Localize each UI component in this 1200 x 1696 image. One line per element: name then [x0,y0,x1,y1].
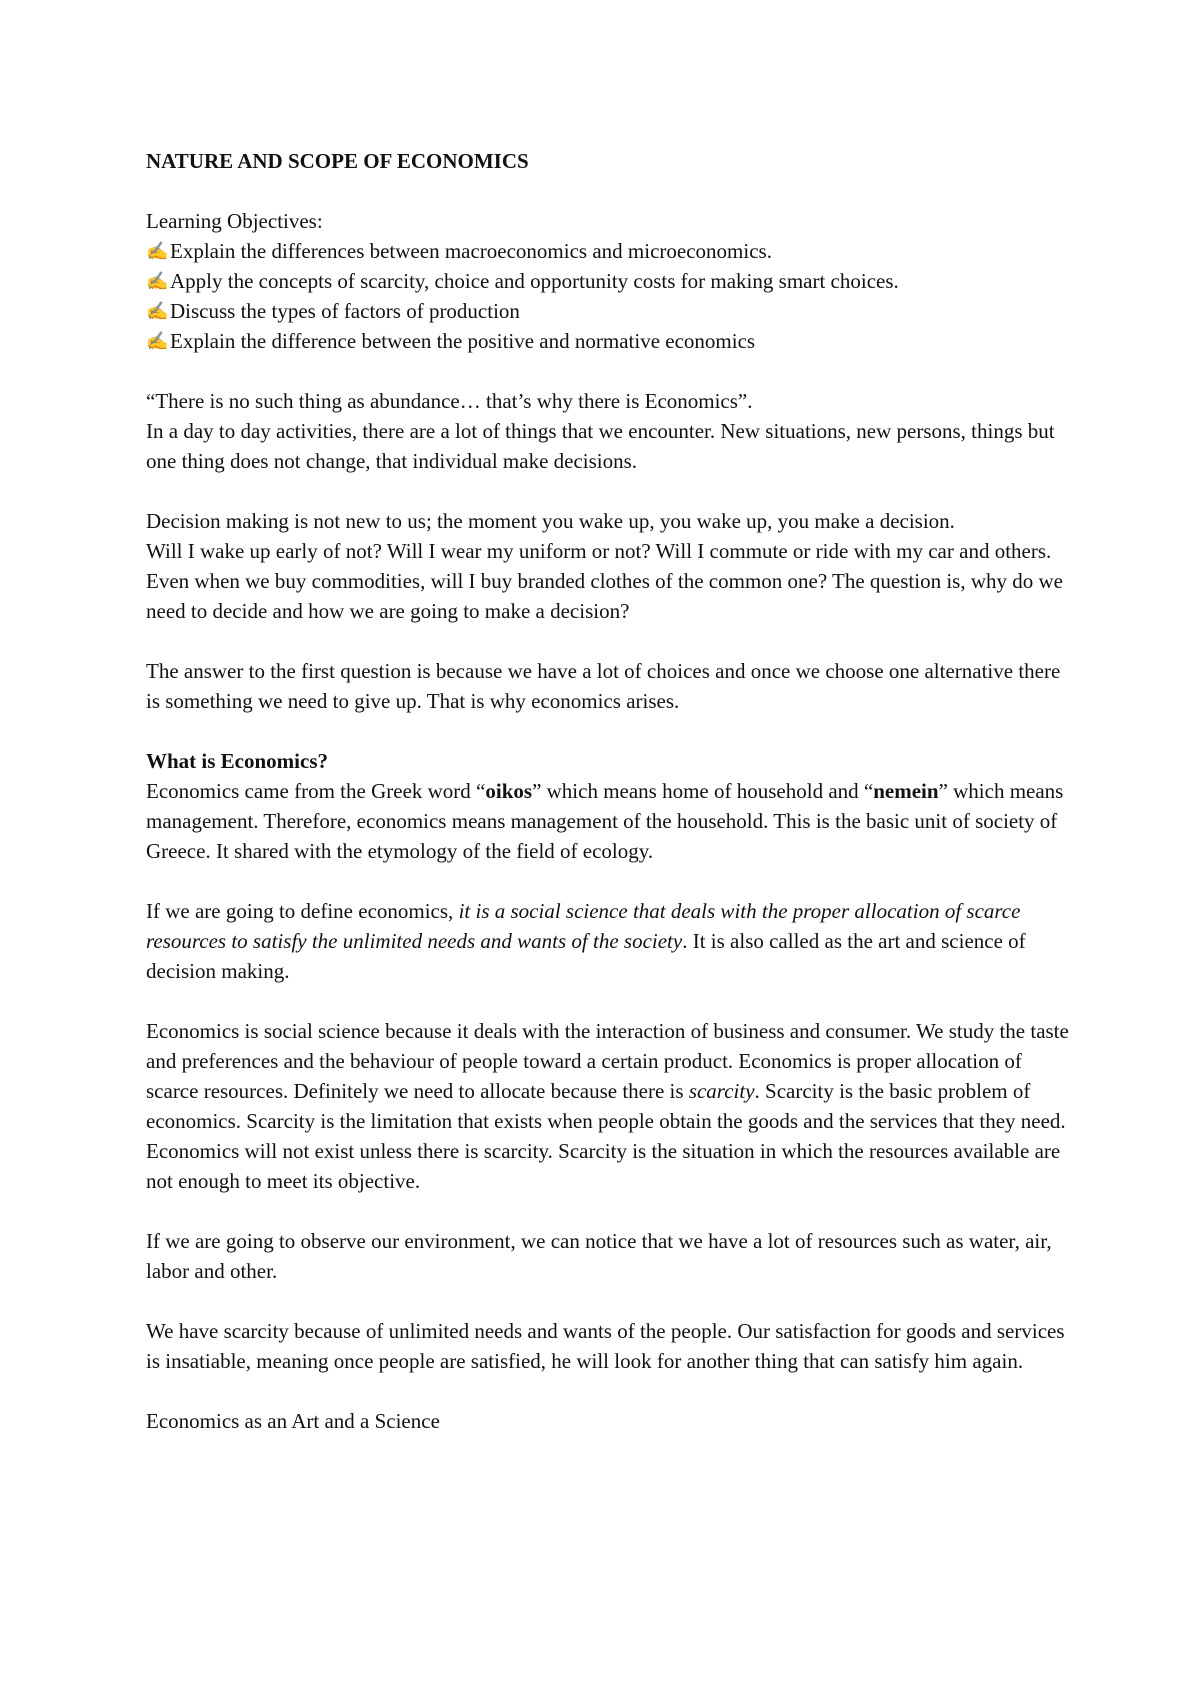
list-item [146,296,1076,326]
unlimited-wants-paragraph: We have scarcity because of unlimited needs and wants of the people. Our satisfaction for goods and services is insatiable, meaning once people are satisfied, he will look for another thing that can satisfy him again. [146,1319,1065,1373]
social-science-lead: Economics is social science because it deals with the interaction of business and consumer. We study the taste and preferences and the behaviour of people toward a certain product. Economics is proper allocation of scarce resources. Definitely we need to allocate because there is [146,1019,1069,1103]
questions-paragraph: Will I wake up early of not? Will I wear my uniform or not? Will I commute or ride with my car and others. Even when we buy commodities, will I buy branded clothes of the common one? The question is, why do we need to decide and how we are going to make a decision? [146,539,1064,623]
writing-hand-icon: ✍ [146,241,169,261]
section-heading: What is Economics? [146,749,329,773]
writing-hand-icon: ✍ [146,301,169,321]
writing-hand-icon: ✍ [146,331,169,351]
social-science-tail: . Scarcity is the basic problem of economics. Scarcity is the limitation that exists when people obtain the goods and the services that they need. Economics will not exist unless there is scarcity. Scarcity is the situation in which the resources available are not enough to meet its objective. [146,1079,1066,1193]
answer-paragraph: The answer to the first question is because we have a lot of choices and once we choose one alternative there is something we need to give up. That is why economics arises. [146,659,1061,713]
etymology-text: ” which means management. Therefore, economics means management of the household. This is the basic unit of society of Greece. It shared with the etymology of the field of ecology. [146,779,1064,863]
etymology-paragraph [146,776,1076,866]
environment-paragraph: If we are going to observe our environment, we can notice that we have a lot of resources such as water, air, labor and other. [146,1229,1052,1283]
definition-lead: If we are going to define economics, [146,899,459,923]
learning-objectives-heading: Learning Objectives: [146,209,323,233]
objective-text: Explain the differences between macroeconomics and microeconomics. [170,239,772,263]
intro-paragraph: In a day to day activities, there are a lot of things that we encounter. New situations, new persons, things but one thing does not change, that individual make decisions. [146,419,1055,473]
list-item [146,266,1076,296]
definition-paragraph [146,896,1076,986]
etymology-text: ” which means home of household and “ [532,779,874,803]
decision-paragraph: Decision making is not new to us; the moment you wake up, you wake up, you make a decision. [146,509,955,533]
objective-text: Discuss the types of factors of production [170,299,520,323]
definition-italic: it is a social science that deals with the proper allocation of scarce resources to satisfy the unlimited needs and wants of the society [146,899,1021,953]
greek-word-nemein: nemein [873,779,939,803]
objective-text: Apply the concepts of scarcity, choice and opportunity costs for making smart choices. [170,269,899,293]
etymology-text: Economics came from the Greek word “ [146,779,486,803]
definition-tail: . It is also called as the art and science of decision making. [146,929,1026,983]
document-title: NATURE AND SCOPE OF ECONOMICS [146,149,529,173]
document-body [146,146,1076,1466]
social-science-paragraph [146,1016,1076,1196]
learning-objectives-list [146,236,1076,356]
greek-word-oikos: oikos [485,779,533,803]
scarcity-italic: scarcity [688,1079,755,1103]
list-item [146,236,1076,266]
writing-hand-icon: ✍ [146,271,169,291]
art-science-paragraph: Economics as an Art and a Science [146,1409,440,1433]
quote-paragraph: “There is no such thing as abundance… that’s why there is Economics”. [146,389,753,413]
objective-text: Explain the difference between the positive and normative economics [170,329,756,353]
list-item [146,326,1076,356]
